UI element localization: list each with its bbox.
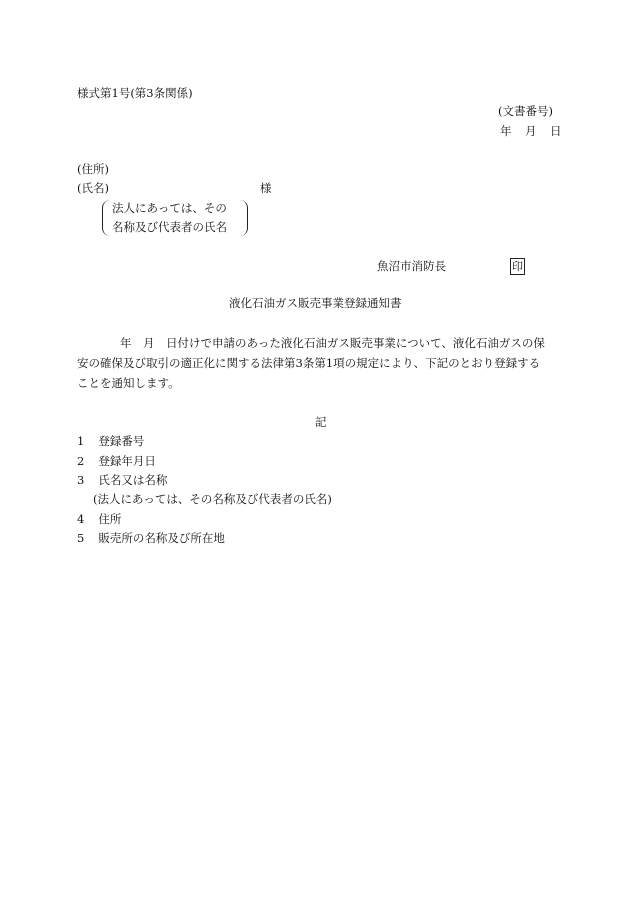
item-label: 販売所の名称及び所在地 xyxy=(98,531,225,545)
item-number: 3 xyxy=(77,473,85,487)
official-seal: 印 xyxy=(512,260,523,273)
body-line-3: ことを通知します。 xyxy=(77,376,180,390)
body-line-1: 年 月 日付けで申請のあった液化石油ガス販売事業について、液化石油ガスの保 xyxy=(120,336,545,350)
item-number: 4 xyxy=(77,512,85,526)
item-number: 2 xyxy=(77,454,85,468)
item-label: 登録番号 xyxy=(98,434,145,448)
list-item xyxy=(77,456,156,468)
body-line-2: 安の確保及び取引の適正化に関する法律第3条第1項の規定により、下記のとおり登録する xyxy=(77,356,541,370)
form-label: 様式第1号(第3条関係) xyxy=(77,86,193,100)
item-label: 氏名又は名称 xyxy=(98,473,168,487)
sender-title: 魚沼市消防長 xyxy=(377,259,446,273)
document-title: 液化石油ガス販売事業登録通知書 xyxy=(229,296,402,310)
list-item xyxy=(77,533,225,545)
item-label: 住所 xyxy=(98,512,122,526)
list-item-note xyxy=(93,494,332,506)
issue-date: 年 月 日 xyxy=(500,124,563,138)
item-number: 5 xyxy=(77,531,85,545)
ki-heading: 記 xyxy=(315,415,327,429)
list-item xyxy=(77,475,167,487)
recipient-name-label: (氏名) xyxy=(77,181,109,195)
recipient-address-label: (住所) xyxy=(77,162,109,176)
corporate-note-line-2: 名称及び代表者の氏名 xyxy=(112,220,227,234)
document-number: (文書番号) xyxy=(498,104,553,118)
corporate-note-line-1: 法人にあっては、その xyxy=(112,201,227,215)
item-label: (法人にあっては、その名称及び代表者の氏名) xyxy=(93,492,332,506)
item-number: 1 xyxy=(77,434,85,448)
honorific: 様 xyxy=(260,181,272,195)
item-label: 登録年月日 xyxy=(98,454,156,468)
list-item xyxy=(77,436,144,448)
list-item xyxy=(77,514,121,526)
